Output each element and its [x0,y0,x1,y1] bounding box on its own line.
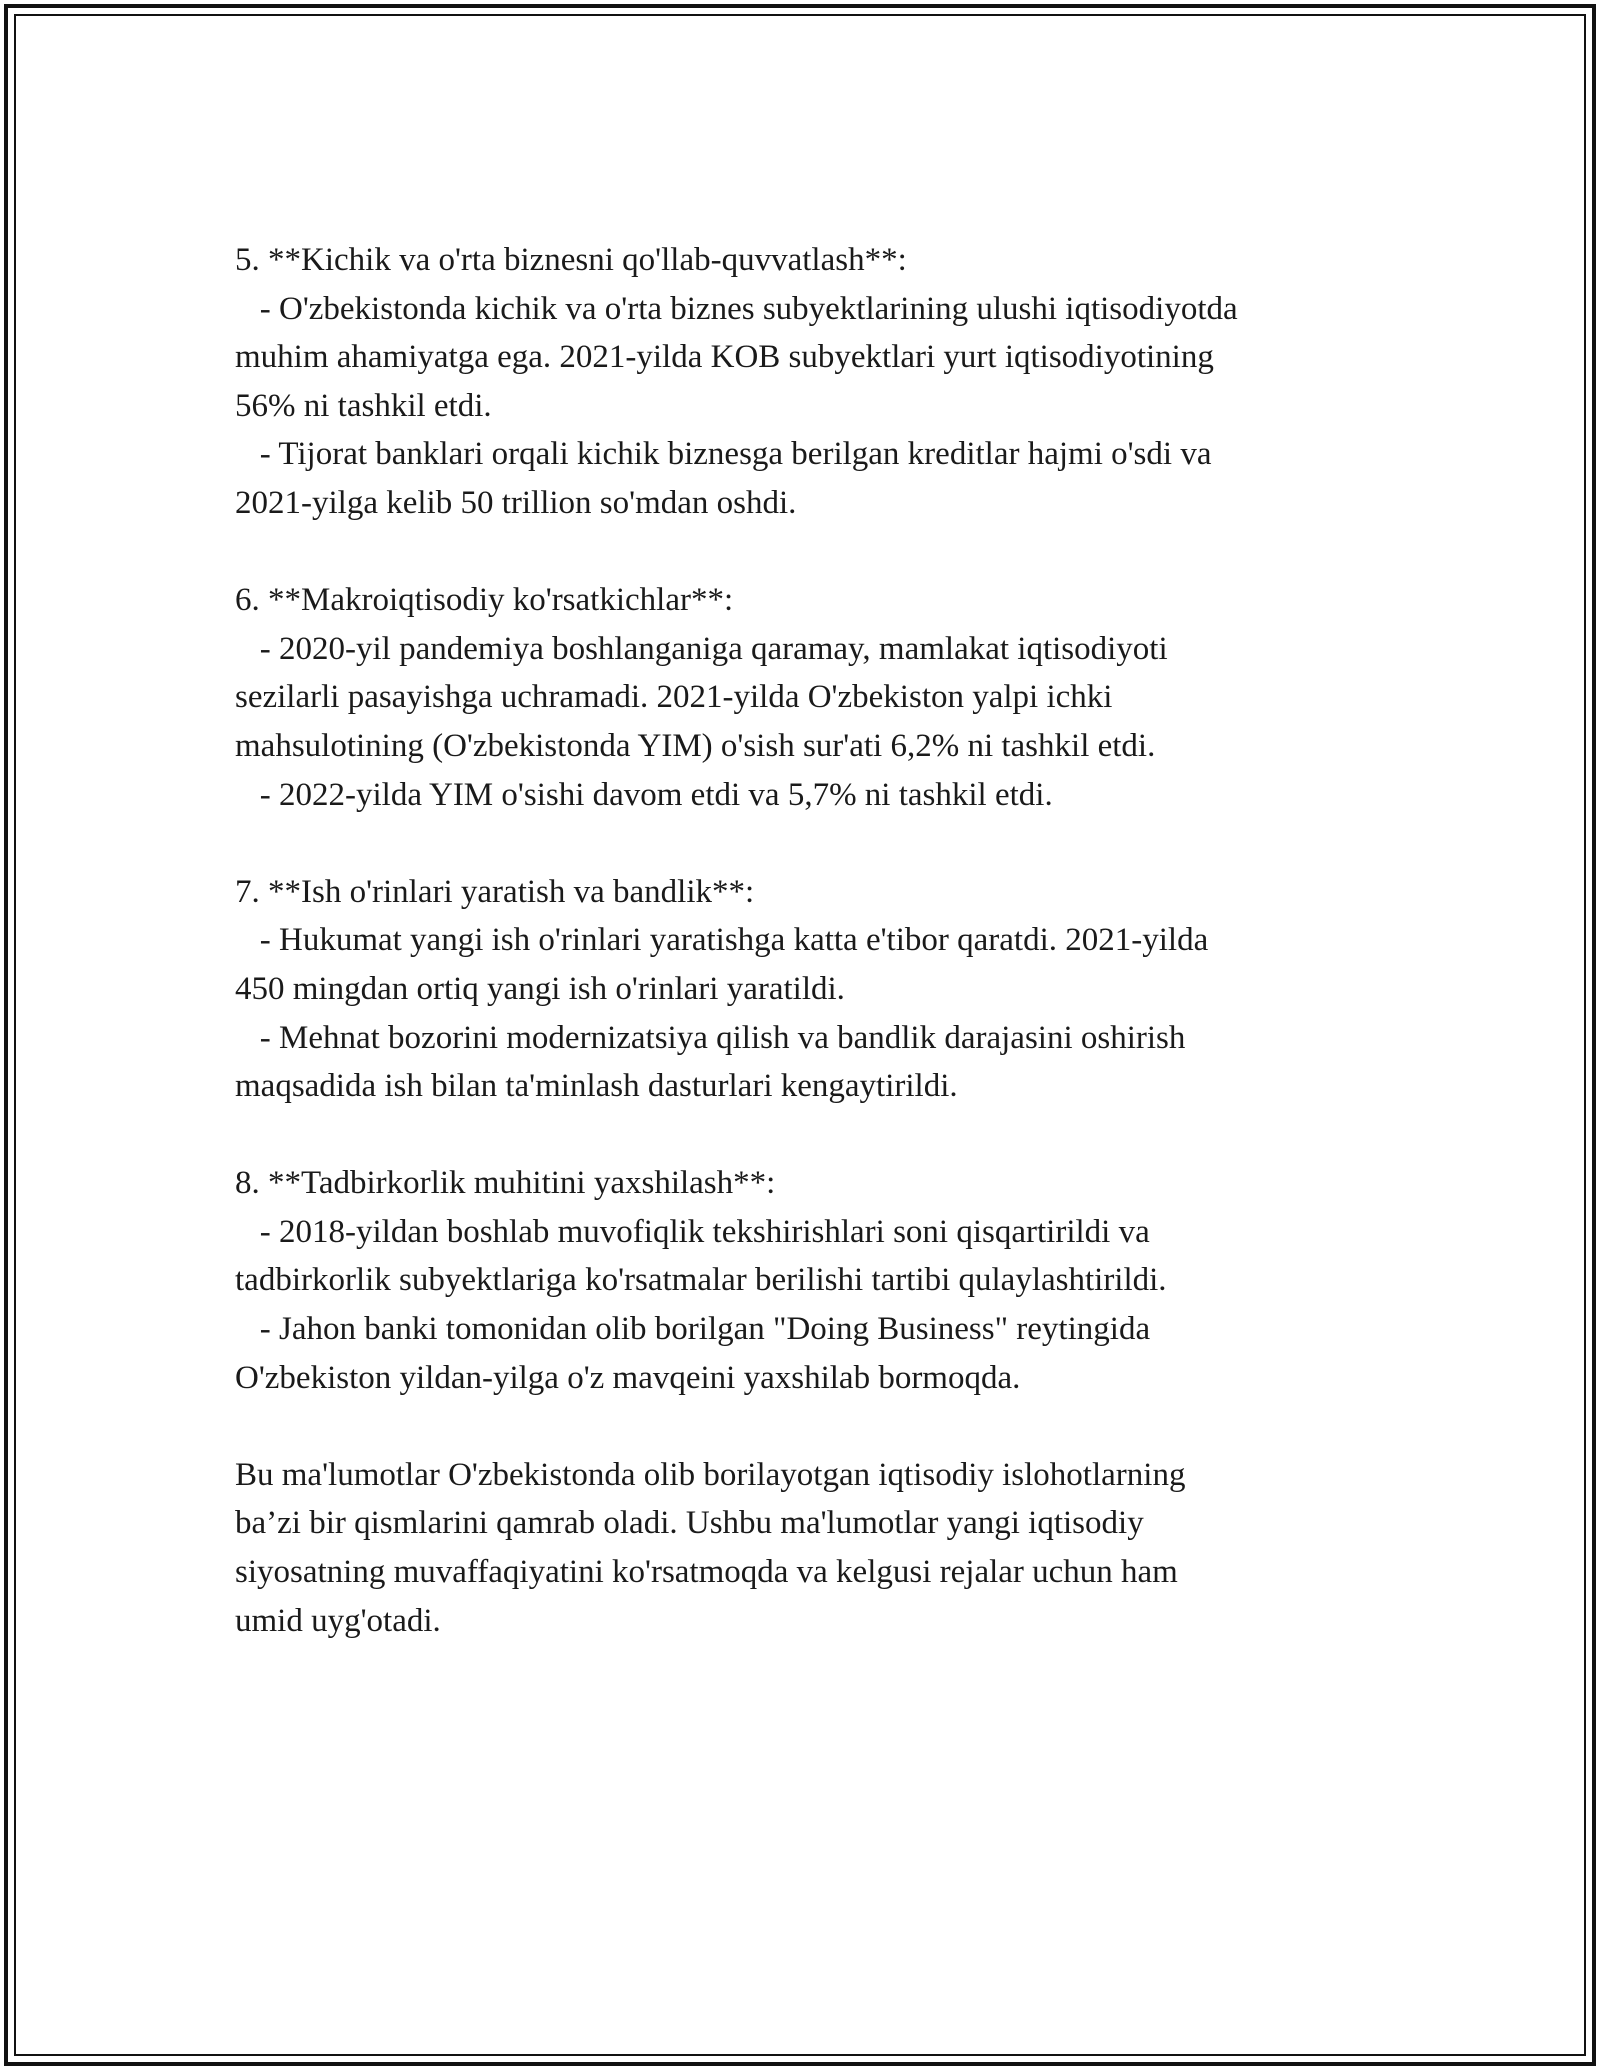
section-heading: 6. **Makroiqtisodiy ko'rsatkichlar**: [235,582,734,619]
section-small-business [235,236,1395,528]
text-line: 450 mingdan ortiq yangi ish o'rinlari yaratildi. [235,970,845,1007]
text-line: siyosatning muvaffaqiyatini ko'rsatmoqda va kelgusi rejalar uchun ham [235,1554,1178,1591]
section-macroeconomic [235,576,1395,819]
section-heading: 5. **Kichik va o'rta biznesni qo'llab-quvvatlash**: [235,242,907,278]
text-line: sezilarli pasayishga uchramadi. 2021-yilda O'zbekiston yalpi ichki [235,679,1113,716]
text-line: maqsadida ish bilan ta'minlash dasturlari kengaytirildi. [235,1068,958,1105]
text-line: - Jahon banki tomonidan olib borilgan "Doing Business" reytingida [235,1311,1151,1348]
document-body [235,236,1395,1645]
text-line: - O'zbekistonda kichik va o'rta biznes subyektlarining ulushi iqtisodiyotda [235,290,1238,327]
text-line: muhim ahamiyatga ega. 2021-yilda KOB subyektlari yurt iqtisodiyotining [235,339,1214,376]
section-heading: 8. **Tadbirkorlik muhitini yaxshilash**: [235,1165,776,1202]
text-line: mahsulotining (O'zbekistonda YIM) o'sish sur'ati 6,2% ni tashkil etdi. [235,727,1156,764]
text-line: - Mehnat bozorini modernizatsiya qilish va bandlik darajasini oshirish [235,1019,1186,1056]
text-line: - 2020-yil pandemiya boshlanganiga qaramay, mamlakat iqtisodiyoti [235,630,1168,667]
text-line: O'zbekiston yildan-yilga o'z mavqeini yaxshilab bormoqda. [235,1359,1021,1396]
text-line: 56% ni tashkil etdi. [235,387,492,424]
text-line: 2021-yilga kelib 50 trillion so'mdan oshdi. [235,484,797,521]
text-line: - Hukumat yangi ish o'rinlari yaratishga katta e'tibor qaratdi. 2021-yilda [235,922,1209,959]
section-heading: 7. **Ish o'rinlari yaratish va bandlik**: [235,873,755,910]
text-line: Bu ma'lumotlar O'zbekistonda olib borilayotgan iqtisodiy islohotlarning [235,1456,1186,1493]
text-line: - Tijorat banklari orqali kichik biznesga berilgan kreditlar hajmi o'sdi va [235,436,1212,473]
text-line: - 2018-yildan boshlab muvofiqlik tekshirishlari soni qisqartirildi va [235,1213,1150,1250]
section-conclusion [235,1451,1395,1645]
section-business-environment [235,1159,1395,1402]
text-line: - 2022-yilda YIM o'sishi davom etdi va 5,7% ni tashkil etdi. [235,776,1053,813]
section-employment [235,868,1395,1111]
text-line: ba’zi bir qismlarini qamrab oladi. Ushbu ma'lumotlar yangi iqtisodiy [235,1505,1144,1542]
text-line: umid uyg'otadi. [235,1602,441,1639]
text-line: tadbirkorlik subyektlariga ko'rsatmalar berilishi tartibi qulaylashtirildi. [235,1262,1167,1299]
